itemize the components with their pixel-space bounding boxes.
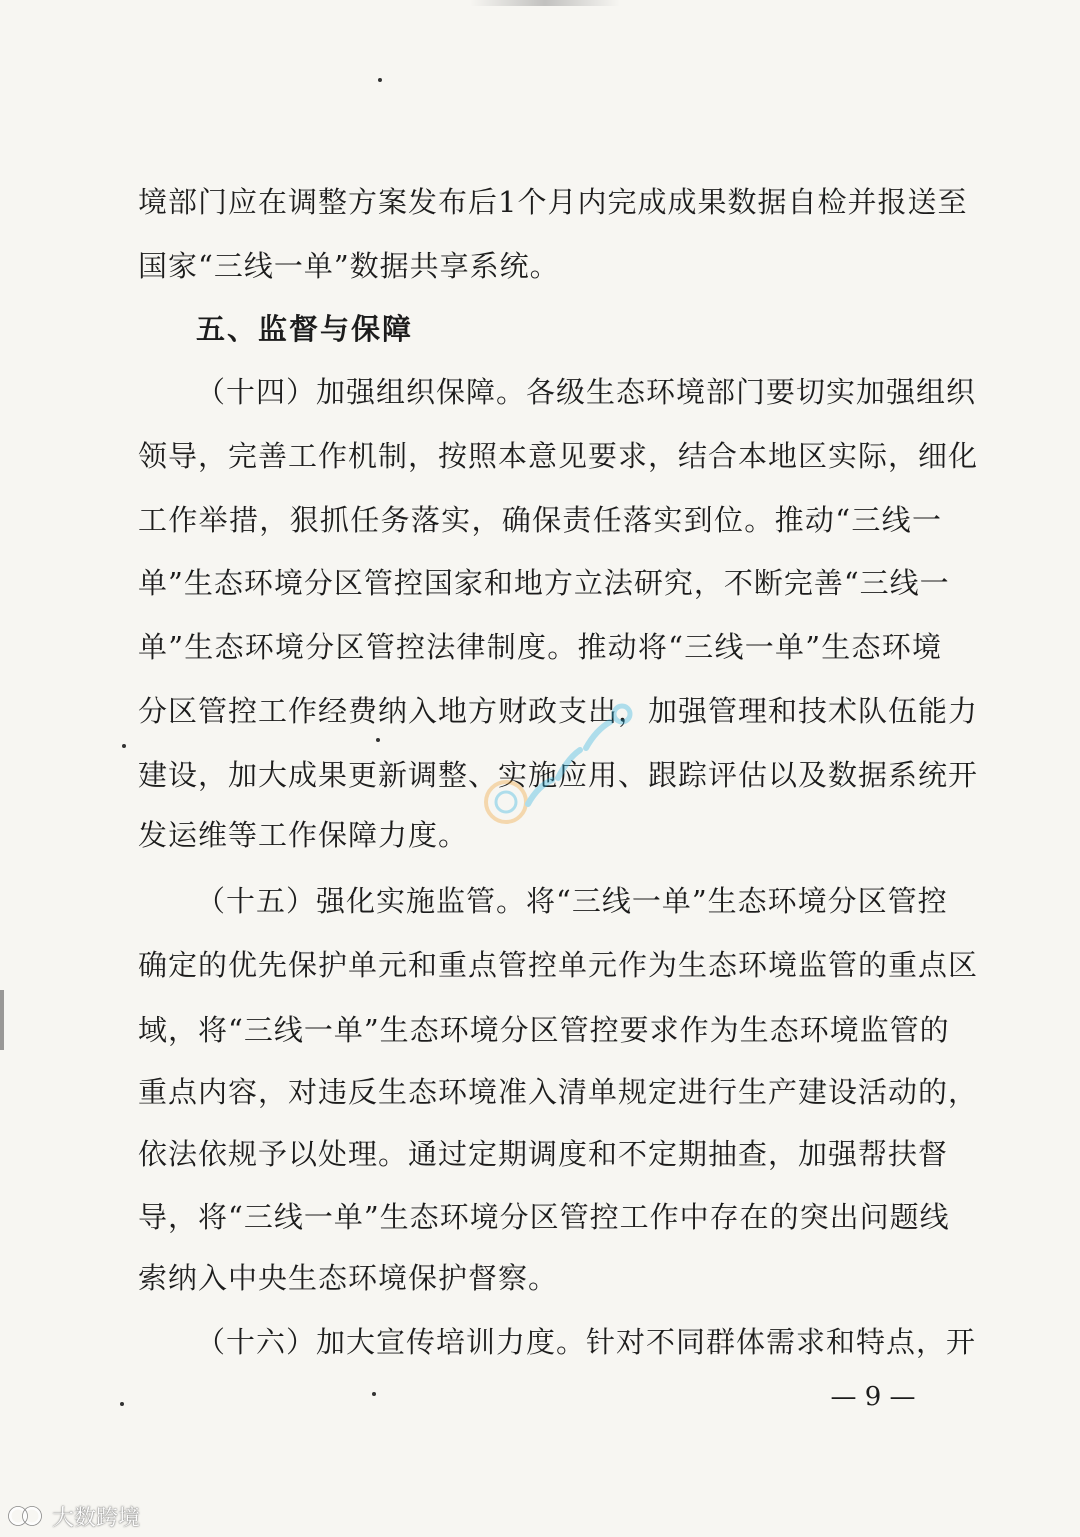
scan-speck bbox=[378, 78, 382, 82]
text-line: 索纳入中央生态环境保护督察。 bbox=[138, 1261, 559, 1295]
text-line: 重点内容，对违反生态环境准入清单规定进行生产建设活动的， bbox=[138, 1075, 979, 1109]
text-line: 导，将“三线一单”生态环境分区管控工作中存在的突出问题线 bbox=[138, 1200, 950, 1234]
text-line: （十四）加强组织保障。各级生态环境部门要切实加强组织 bbox=[196, 375, 977, 409]
watermark-logo-icon bbox=[476, 700, 646, 830]
text-line: 工作举措，狠抓任务落实，确保责任落实到位。推动“三线一 bbox=[138, 503, 942, 537]
section-heading: 五、监督与保障 bbox=[196, 312, 414, 346]
footer-brand-text: 大数跨境 bbox=[52, 1505, 141, 1531]
text-line: （十五）强化实施监管。将“三线一单”生态环境分区管控 bbox=[196, 884, 948, 918]
text-line: 分区管控工作经费纳入地方财政支出，加强管理和技术队伍能力 bbox=[138, 694, 979, 728]
text-line: 境部门应在调整方案发布后1个月内完成成果数据自检并报送至 bbox=[138, 185, 968, 219]
scan-speck bbox=[122, 744, 126, 748]
text-line: 域，将“三线一单”生态环境分区管控要求作为生态环境监管的 bbox=[138, 1013, 950, 1047]
scan-speck bbox=[120, 1402, 124, 1406]
text-line: 领导，完善工作机制，按照本意见要求，结合本地区实际，细化 bbox=[138, 439, 979, 473]
scan-speck bbox=[372, 1392, 376, 1396]
page-number: — 9 — bbox=[830, 1382, 916, 1412]
text-line: 发运维等工作保障力度。 bbox=[138, 818, 469, 852]
scan-edge-left bbox=[0, 990, 4, 1050]
text-line: 国家“三线一单”数据共享系统。 bbox=[138, 249, 560, 283]
text-line: （十六）加大宣传培训力度。针对不同群体需求和特点，开 bbox=[196, 1325, 977, 1359]
scan-edge-top bbox=[470, 0, 620, 6]
text-line: 单”生态环境分区管控法律制度。推动将“三线一单”生态环境 bbox=[138, 630, 942, 664]
text-line: 确定的优先保护单元和重点管控单元作为生态环境监管的重点区 bbox=[138, 948, 979, 982]
footer-brand bbox=[6, 1500, 140, 1532]
text-line: 建设，加大成果更新调整、实施应用、跟踪评估以及数据系统开 bbox=[138, 758, 979, 792]
brand-logo-icon bbox=[6, 1503, 46, 1529]
text-line: 依法依规予以处理。通过定期调度和不定期抽查，加强帮扶督 bbox=[138, 1137, 949, 1171]
scan-speck bbox=[376, 738, 380, 742]
text-line: 单”生态环境分区管控国家和地方立法研究，不断完善“三线一 bbox=[138, 566, 950, 600]
